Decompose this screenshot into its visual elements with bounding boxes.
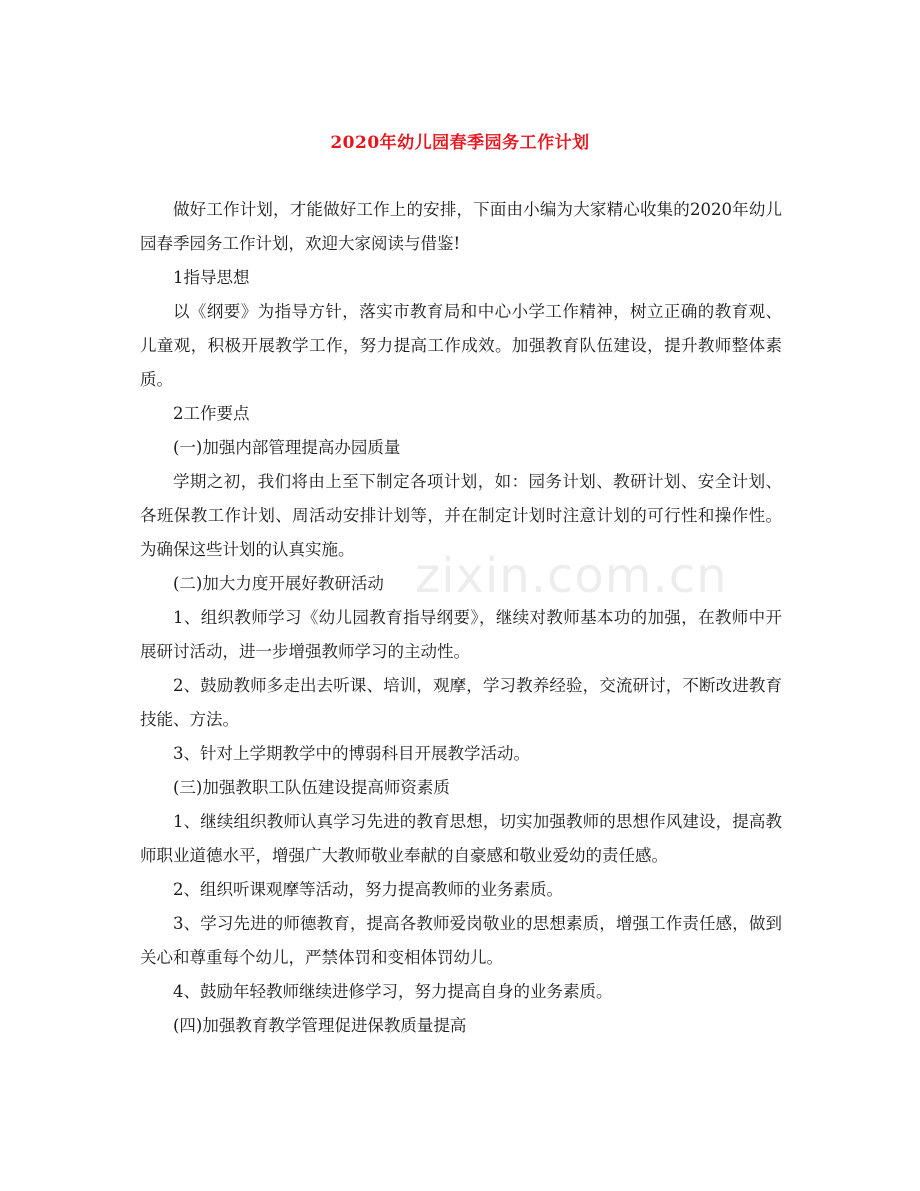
heading-guiding-ideology: 1指导思想 <box>173 268 250 287</box>
watermark: zixin.com.cn <box>415 548 728 604</box>
subheading-internal-management: (一)加强内部管理提高办园质量 <box>173 438 401 457</box>
document-title: 2020年幼儿园春季园务工作计划 <box>330 133 590 153</box>
subheading-staff-building: (三)加强教职工队伍建设提高师资素质 <box>173 778 450 797</box>
list-item: 2、鼓励教师多走出去听课、培训，观摩，学习教养经验，交流研讨，不断改进教育技能、方法。 <box>140 676 782 729</box>
list-item: 3、学习先进的师德教育，提高各教师爱岗敬业的思想素质，增强工作责任感，做到关心和尊重每个幼儿，严禁体罚和变相体罚幼儿。 <box>140 914 782 967</box>
subheading-teaching-management: (四)加强教育教学管理促进保教质量提高 <box>173 1016 467 1035</box>
list-item: 3、针对上学期教学中的博弱科目开展教学活动。 <box>173 744 530 763</box>
list-item: 2、组织听课观摩等活动，努力提高教师的业务素质。 <box>173 880 563 899</box>
heading-work-points: 2工作要点 <box>173 404 250 423</box>
list-item: 1、继续组织教师认真学习先进的教育思想，切实加强教师的思想作风建设，提高教师职业道德水平，增强广大教师敬业奉献的自豪感和敬业爱幼的责任感。 <box>140 812 782 865</box>
paragraph-guiding-ideology: 以《纲要》为指导方针，落实市教育局和中心小学工作精神，树立正确的教育观、儿童观，积极开展教学工作，努力提高工作成效。加强教育队伍建设，提升教师整体素质。 <box>140 302 782 389</box>
document-body <box>140 193 782 1043</box>
paragraph-intro: 做好工作计划，才能做好工作上的安排，下面由小编为大家精心收集的2020年幼儿园春季园务工作计划，欢迎大家阅读与借鉴! <box>140 200 782 253</box>
list-item: 1、组织教师学习《幼儿园教育指导纲要》，继续对教师基本功的加强，在教师中开展研讨活动，进一步增强教师学习的主动性。 <box>140 608 782 661</box>
list-item: 4、鼓励年轻教师继续进修学习，努力提高自身的业务素质。 <box>173 982 613 1001</box>
subheading-teaching-research: (二)加大力度开展好教研活动 <box>173 574 384 593</box>
paragraph-internal-management: 学期之初，我们将由上至下制定各项计划，如：园务计划、教研计划、安全计划、各班保教工作计划、周活动安排计划等，并在制定计划时注意计划的可行性和操作性。为确保这些计划的认真实施。 <box>140 472 782 559</box>
